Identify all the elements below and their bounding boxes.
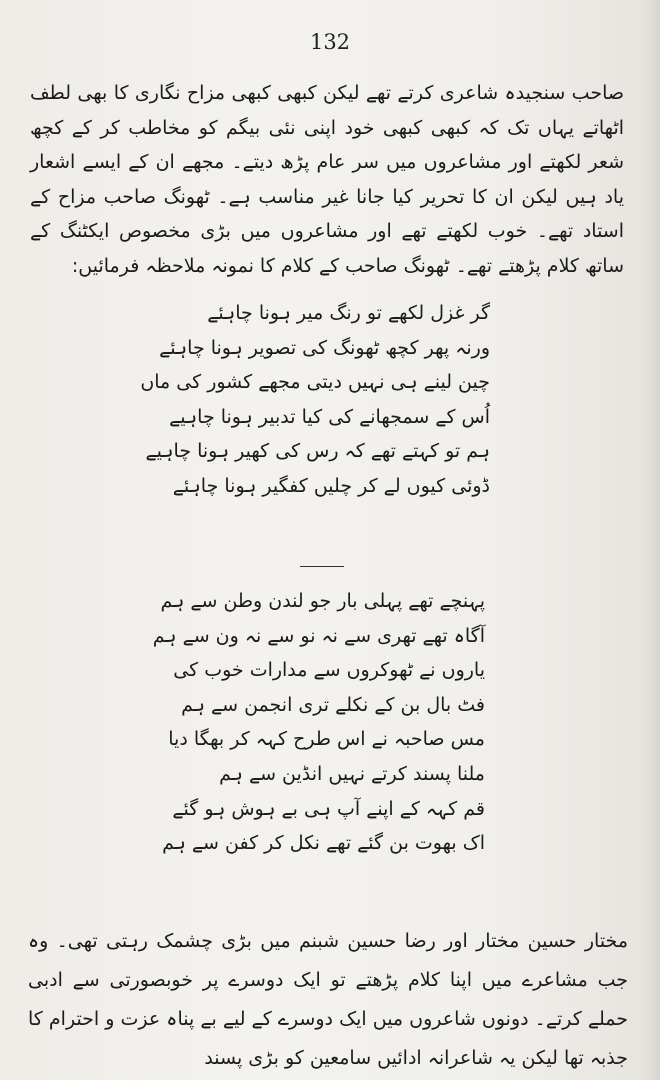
poem-verse: فٹ بال بن کے نکلے تری انجمن سے ہم: [181, 693, 485, 716]
page-number: 132: [309, 30, 351, 54]
poem-verse: ورنہ پھر کچھ ٹھونگ کی تصویر ہونا چاہئے: [159, 336, 490, 359]
para1-line: کبھی خود اپنی نئی بیگم کو مخاطب کر کے کچھ شعر لکھتے اور مشاعروں میں سر عام پڑھ دیتے۔ مجھے ان: [30, 116, 624, 174]
poem-verse: ہم تو کہتے تھے کہ رس کی کھیر ہونا چاہیے: [145, 440, 490, 462]
intro-paragraph: [30, 76, 624, 284]
para1-line: تھے۔ خوب لکھتے تھے اور مشاعروں میں بڑی مخصوص ایکٹنگ کے ساتھ کلام پڑھتے تھے۔ ٹھونگ: [30, 220, 624, 277]
poem-verse: آگاہ تھے تھری سے نہ نو سے نہ ون سے ہم: [152, 624, 485, 647]
poem-verse: گر غزل لکھے تو رنگ میر ہونا چاہئے: [207, 302, 490, 324]
para2-line: دوسرے کے لیے بے پناہ عزت و احترام کا جذبہ تھا لیکن یہ شاعرانہ ادائیں سامعین کو بڑی پسند: [28, 1008, 628, 1069]
poem-verse: چین لینے ہی نہیں دیتی مجھے کشور کی ماں: [140, 371, 490, 393]
closing-paragraph: [28, 922, 628, 1078]
poem-verse: ملنا پسند کرتے نہیں انڈین سے ہم: [219, 762, 485, 785]
poem-verse: اُس کے سمجھانے کی کیا تدبیر ہونا چاہیے: [169, 405, 490, 428]
para1-line: صاحب کے کلام کا نمونہ ملاحظہ فرمائیں:: [71, 254, 398, 277]
para1-line: کے ایسے اشعار یاد ہیں لیکن ان کا تحریر کیا جانا غیر مناسب ہے۔ ٹھونگ صاحب مزاح کے استاد: [30, 151, 624, 243]
poem-verse: قم کہہ کے اپنے آپ ہی بے ہوش ہو گئے: [172, 797, 485, 820]
poem-london: [130, 584, 485, 861]
poem-verse: یاروں نے ٹھوکروں سے مدارات خوب کی: [173, 659, 485, 682]
para1-line: صاحب سنجیدہ شاعری کرتے تھے لیکن کبھی کبھی مزاح نگاری کا بھی لطف اٹھاتے یہاں تک کہ کبھی: [30, 82, 625, 139]
page-edge-shadow: [642, 0, 660, 1080]
poem-verse: پہنچے تھے پہلی بار جو لندن وطن سے ہم: [160, 590, 485, 612]
section-divider: [300, 566, 344, 567]
para2-line: مختار حسین مختار اور رضا حسین شبنم میں بڑی چشمک رہتی تھی۔ وہ جب مشاعرے میں اپنا: [28, 930, 628, 991]
poem-ghazal: [130, 296, 490, 503]
poem-verse: مس صاحبہ نے اس طرح کہہ کر بھگا دیا: [168, 728, 485, 751]
poem-verse: اک بھوت بن گئے تھے نکل کر کفن سے ہم: [162, 832, 485, 855]
poem-verse: ڈوئی کیوں لے کر چلیں کفگیر ہونا چاہئے: [172, 474, 490, 497]
para2-line: کلام پڑھتے تو ایک دوسرے پر خوبصورتی سے ادبی حملے کرتے۔ دونوں شاعروں میں ایک: [28, 969, 628, 1030]
